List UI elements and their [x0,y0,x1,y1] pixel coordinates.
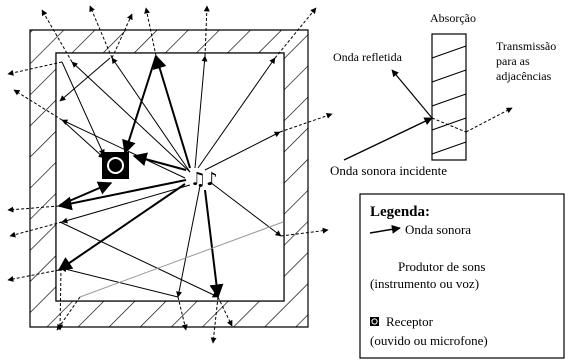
legend-producer-line2: (instrumento ou voz) [370,276,480,291]
label-transmission: Transmissão para as adjacências [496,39,557,83]
label-absorption: Absorção [430,11,476,25]
legend-receiver-line1: Receptor [386,314,433,329]
legend-producer-line1: Produtor de sons [398,259,486,274]
incident-ray [344,118,432,160]
label-incident-wave: Onda sonora incidente [330,163,447,178]
transmitted-ray [466,108,512,132]
legend-title: Legenda: [370,204,430,220]
legend [360,194,564,358]
receiver-square-icon [102,152,129,179]
legend-receiver-line2: (ouvido ou microfone) [370,333,488,348]
room [30,30,308,327]
legend-receiver-icon [370,317,379,326]
inset-wall [432,34,466,160]
legend-sound-wave: Onda sonora [405,222,472,237]
wall-inset [330,11,559,178]
music-notes-icon: ♫♪ [190,169,218,190]
reflected-ray [392,70,432,118]
label-reflected-wave: Onda refletida [333,50,402,64]
